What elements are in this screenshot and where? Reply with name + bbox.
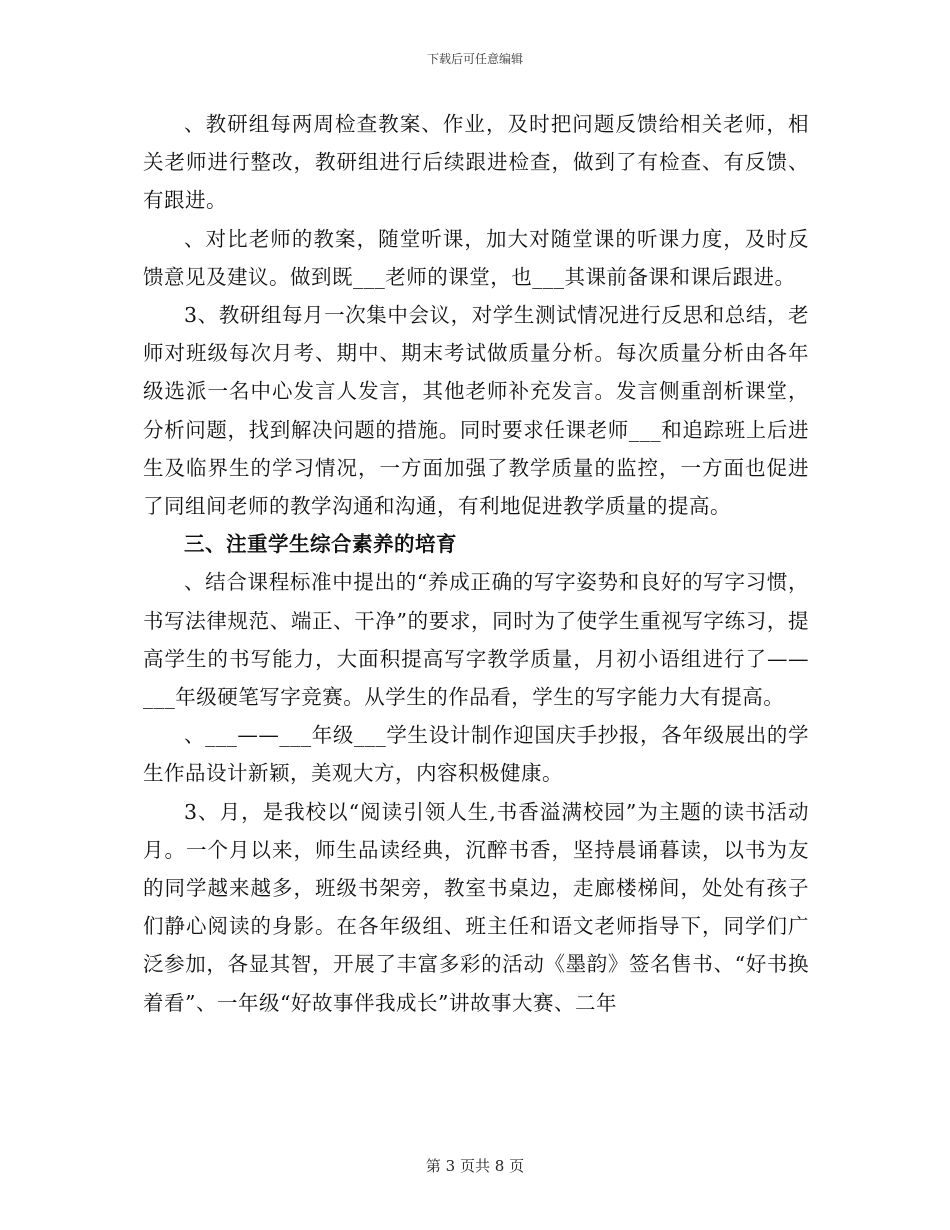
page-header: 下载后可任意编辑 bbox=[426, 52, 523, 66]
paragraph-class-observation: 、对比老师的教案，随堂听课，加大对随堂课的听课力度，及时反馈意见及建议。做到既___老师的课堂，也___其课前备课和课后跟进。 bbox=[143, 226, 809, 289]
section-heading: 三、注重学生综合素养的培育 bbox=[184, 532, 457, 557]
paragraph-lesson-plan-check: 、教研组每两周检查教案、作业，及时把问题反馈给相关老师，相关老师进行整改，教研组进行后续跟进检查，做到了有检查、有反馈、有跟进。 bbox=[143, 112, 809, 213]
paragraph-handmade-newspaper: 、___——___年级___学生设计制作迎国庆手抄报，各年级展出的学生作品设计新颖，美观大方，内容积极健康。 bbox=[143, 723, 809, 786]
document-body bbox=[143, 105, 809, 1022]
paragraph-reading-month: 3、月，是我校以“阅读引领人生,书香溢满校园”为主题的读书活动月。一个月以来，师生品读经典，沉醉书香，坚持晨诵暮读，以书为友的同学越来越多，班级书架旁，教室书桌边，走廊楼梯间，处处有孩子们静心阅读的身影。在各年级组、班主任和语文老师指导下，同学们广泛参加，各显其智，开展了丰富多彩的活动《墨韵》签名售书、“好书换着看”、一年级“好故事伴我成长”讲故事大赛、二年 bbox=[143, 799, 809, 1015]
page-number: 第 3 页共 8 页 bbox=[425, 1157, 525, 1175]
paragraph-writing-contest: 、结合课程标准中提出的“养成正确的写字姿势和良好的写字习惯，书写法律规范、端正、干净”的要求，同时为了使学生重视写字练习，提高学生的书写能力，大面积提高写字教学质量，月初小语组进行了——___年级硬笔写字竞赛。从学生的作品看，学生的写字能力大有提高。 bbox=[143, 570, 809, 710]
paragraph-monthly-meeting: 3、教研组每月一次集中会议，对学生测试情况进行反思和总结，老师对班级每次月考、期中、期末考试做质量分析。每次质量分析由各年级选派一名中心发言人发言，其他老师补充发言。发言侧重剖析课堂，分析问题，找到解决问题的措施。同时要求任课老师___和追踪班上后进生及临界生的学习情况，一方面加强了教学质量的监控，一方面也促进了同组间老师的教学沟通和沟通，有利地促进教学质量的提高。 bbox=[143, 303, 809, 519]
